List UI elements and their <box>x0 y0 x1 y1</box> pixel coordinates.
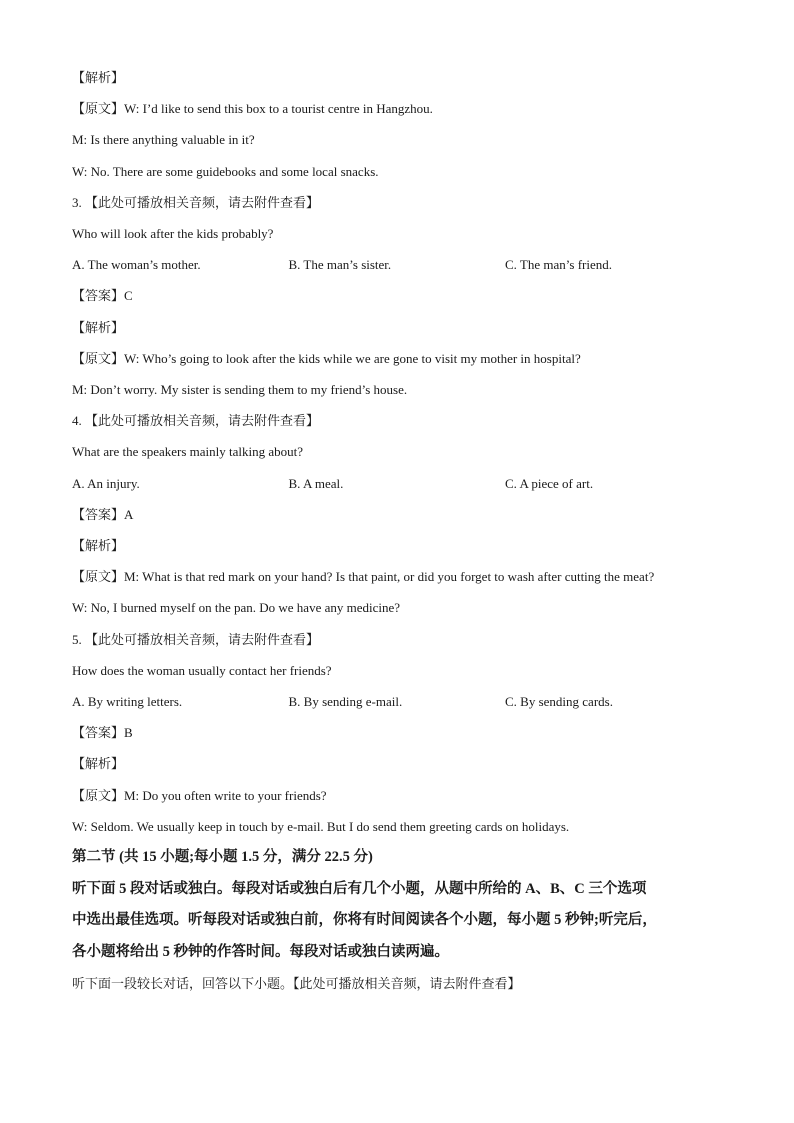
option-c: C. A piece of art. <box>505 475 594 491</box>
transcript-line: 【原文】M: Do you often write to your friends? <box>72 787 327 803</box>
question-text: How does the woman usually contact her friends? <box>72 662 332 678</box>
transcript-line: M: Don’t worry. My sister is sending them to my friend’s house. <box>72 382 408 398</box>
analysis-label: 【解析】 <box>72 319 125 335</box>
transcript-line: 【原文】W: Who’s going to look after the kids while we are gone to visit my mother in hospital? <box>72 350 581 366</box>
question-header: 5. 【此处可播放相关音频，请去附件查看】 <box>72 631 320 647</box>
answer-label: 【答案】C <box>72 288 133 304</box>
question-text: Who will look after the kids probably? <box>72 226 274 242</box>
option-b: B. By sending e-mail. <box>288 694 403 710</box>
question-header: 4. 【此处可播放相关音频，请去附件查看】 <box>72 413 320 429</box>
section-instruction: 中选出最佳选项。听每段对话或独白前，你将有时间阅读各个小题，每小题 5 秒钟;听完后， <box>72 912 657 929</box>
transcript-line: 【原文】M: What is that red mark on your hand? Is that paint, or did you forget to wash after cutting the meat? <box>72 569 655 585</box>
option-b: B. A meal. <box>288 475 344 491</box>
options-row <box>72 686 732 717</box>
transcript-line: W: No, I burned myself on the pan. Do we have any medicine? <box>72 600 401 616</box>
question-text: What are the speakers mainly talking about? <box>72 444 304 460</box>
option-b: B. The man’s sister. <box>288 257 392 273</box>
analysis-label: 【解析】 <box>72 756 125 772</box>
transcript-line: W: No. There are some guidebooks and some local snacks. <box>72 163 379 179</box>
section-title: 第二节 (共 15 小题;每小题 1.5 分，满分 22.5 分) <box>72 849 373 866</box>
section-intro: 听下面一段较长对话，回答以下小题。【此处可播放相关音频，请去附件查看】 <box>72 976 521 992</box>
section-instruction: 各小题将给出 5 秒钟的作答时间。每段对话或独白读两遍。 <box>72 943 449 960</box>
transcript-line: M: Is there anything valuable in it? <box>72 132 255 148</box>
option-a: A. By writing letters. <box>72 694 183 710</box>
option-a: A. The woman’s mother. <box>72 257 201 273</box>
transcript-line: W: Seldom. We usually keep in touch by e-mail. But I do send them greeting cards on holidays. <box>72 818 570 834</box>
document-page <box>72 62 732 1000</box>
option-c: C. By sending cards. <box>505 694 613 710</box>
option-c: C. The man’s friend. <box>505 257 612 273</box>
option-a: A. An injury. <box>72 475 140 491</box>
answer-label: 【答案】B <box>72 725 133 741</box>
analysis-label: 【解析】 <box>72 538 125 554</box>
section-instruction: 听下面 5 段对话或独白。每段对话或独白后有几个小题，从题中所给的 A、B、C 三个选项 <box>72 880 647 897</box>
options-row <box>72 468 732 499</box>
analysis-label: 【解析】 <box>72 70 125 85</box>
options-row <box>72 249 732 280</box>
answer-label: 【答案】A <box>72 506 134 522</box>
question-header: 3. 【此处可播放相关音频，请去附件查看】 <box>72 194 320 210</box>
transcript-line: 【原文】W: I’d like to send this box to a tourist centre in Hangzhou. <box>72 101 433 117</box>
